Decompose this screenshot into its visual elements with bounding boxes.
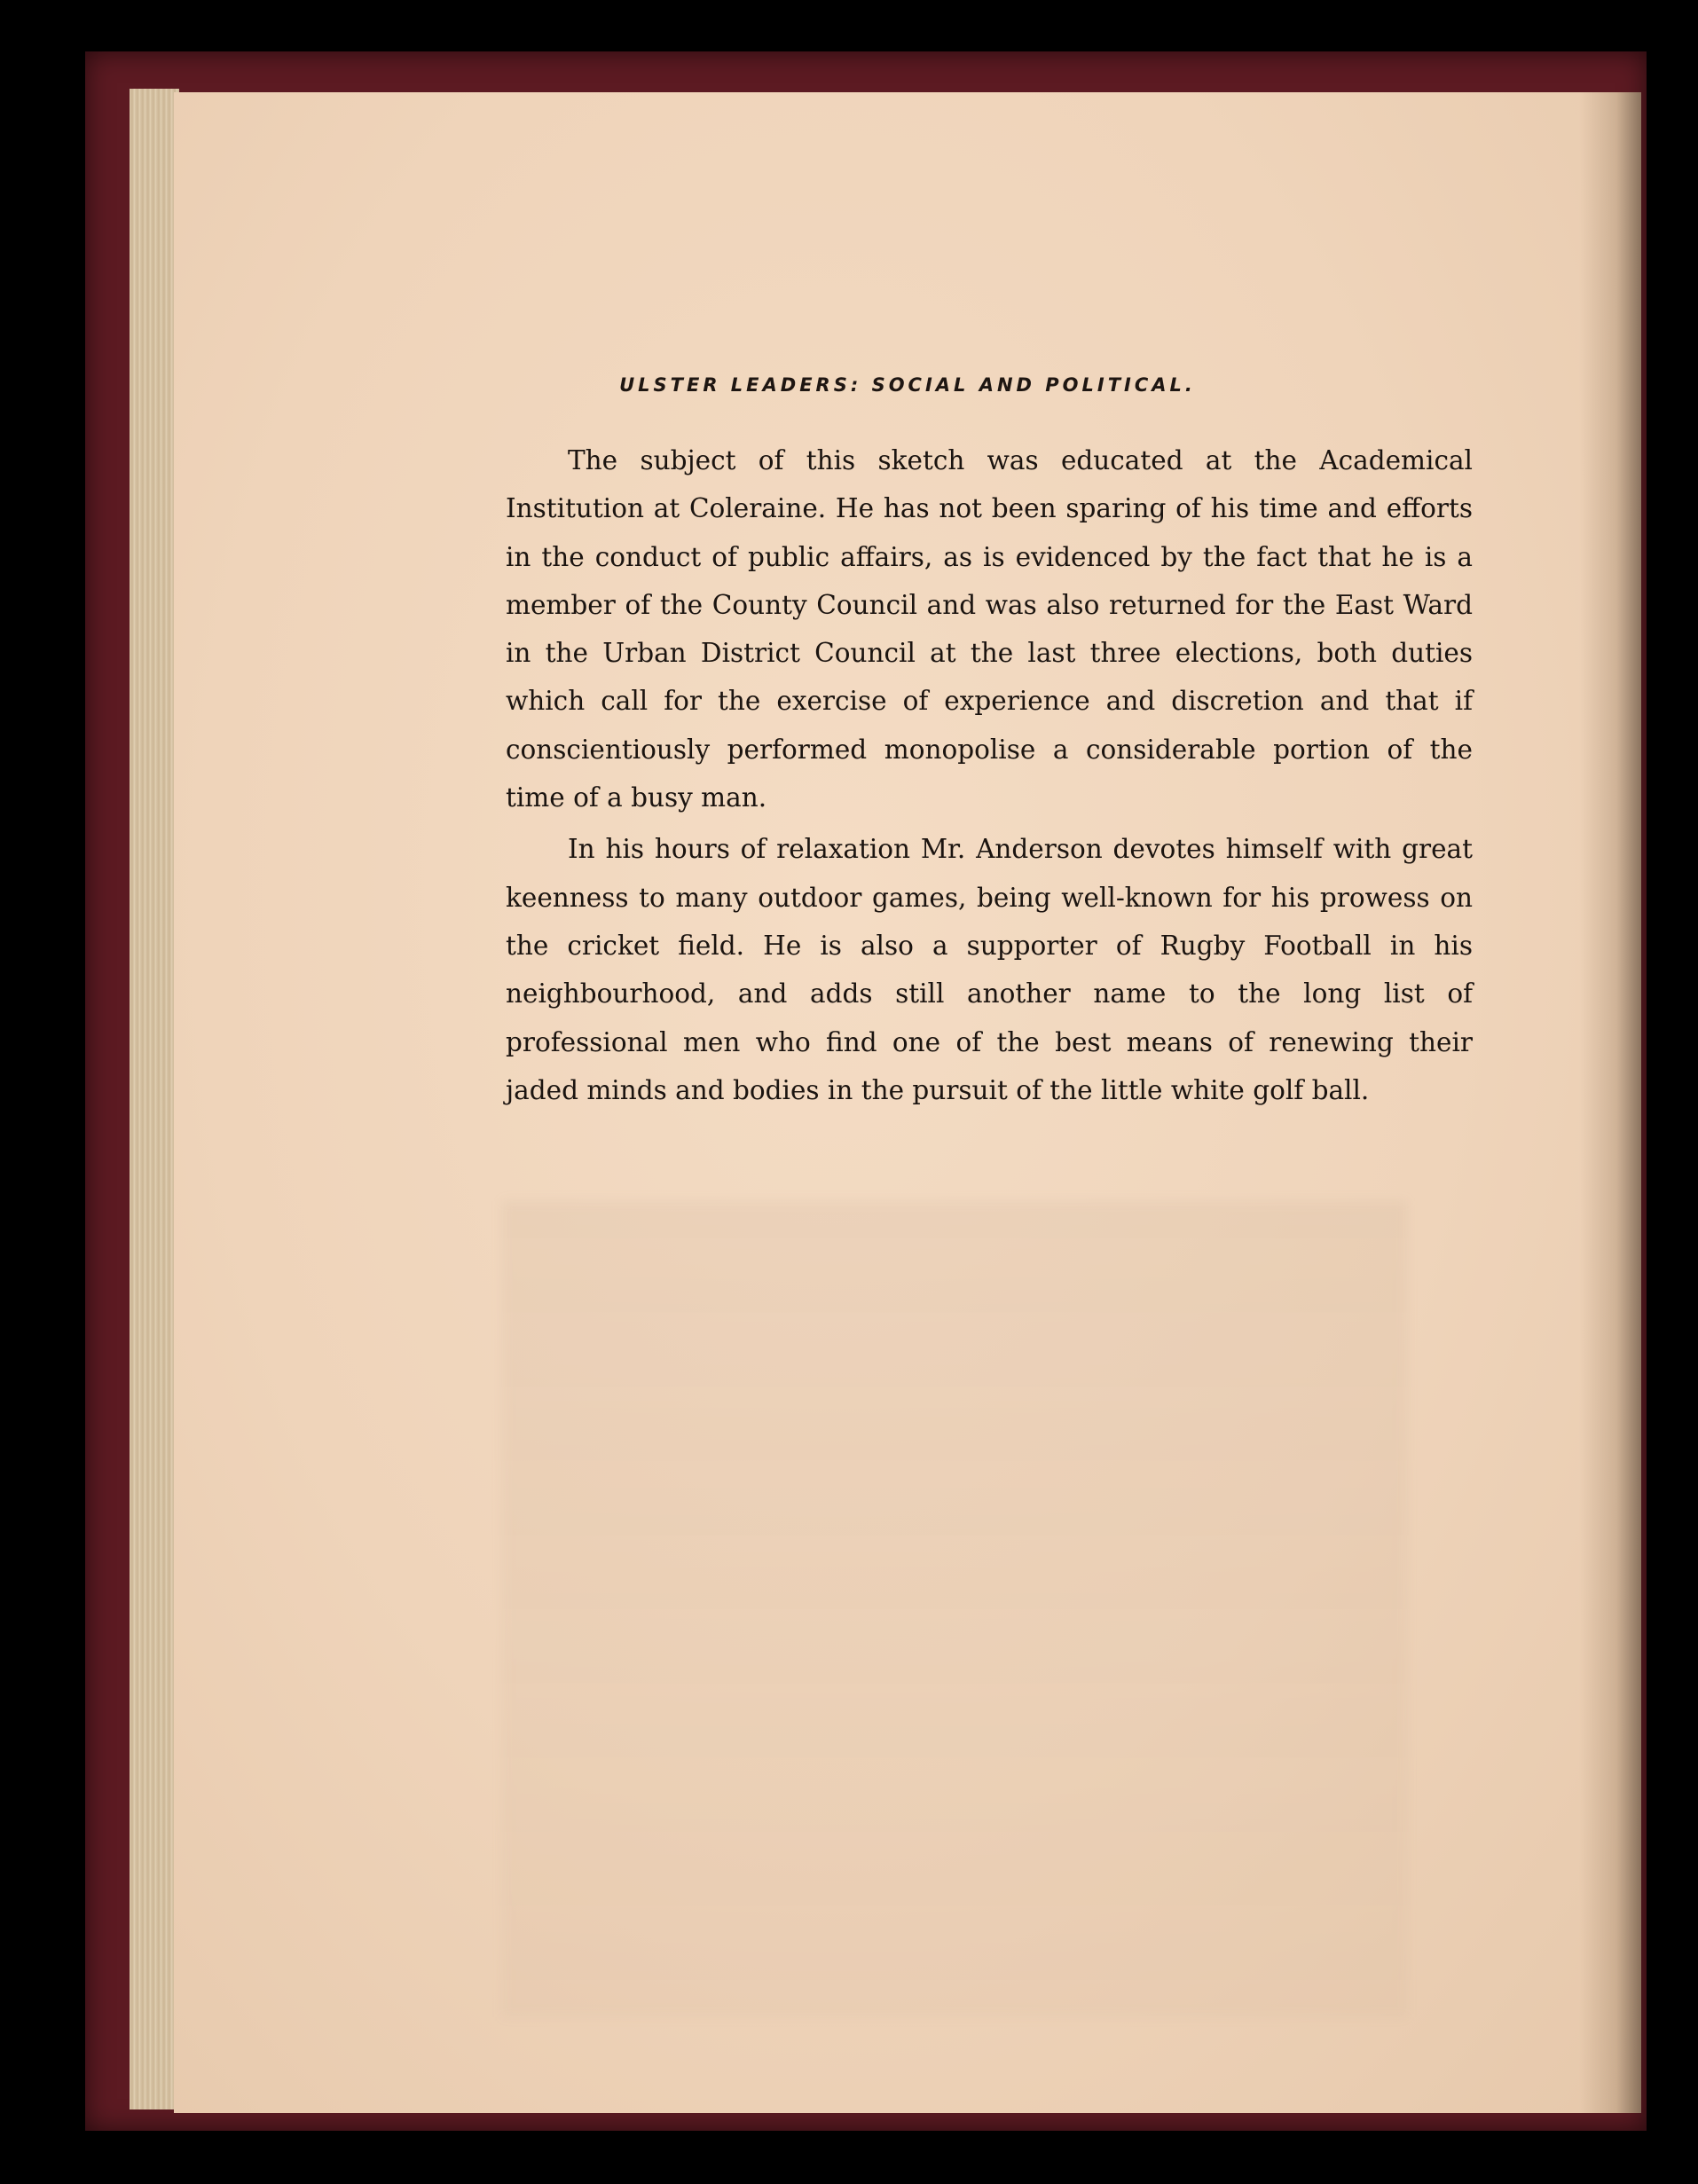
paragraph: The subject of this sketch was educated at the Academical Institution at Coleraine. He has not been sparing of his time and efforts in the conduct of public affairs, as is evidenced by the fact that he is a member of the County Council and was also returned for the East Ward in the Urban District Council at the last three elections, both duties which call for the exercise of experience and discretion and that if conscientiously performed monopolise a considerable portion of the time of a busy man.	[506, 445, 1473, 813]
paragraph: In his hours of relaxation Mr. Anderson devotes himself with great keenness to many outdoor games, being well-known for his prowess on the cricket field. He is also a supporter of Rugby Football in his neighbourhood, and adds still another name to the long list of professional men who find one of the best means of renewing their jaded minds and bodies in the pursuit of the little white golf ball.	[506, 834, 1473, 1105]
show-through	[502, 1201, 1407, 2017]
body-text	[506, 436, 1473, 1118]
page-edges	[130, 89, 179, 2109]
running-head: ULSTER LEADERS: SOCIAL AND POLITICAL.	[619, 374, 1196, 396]
